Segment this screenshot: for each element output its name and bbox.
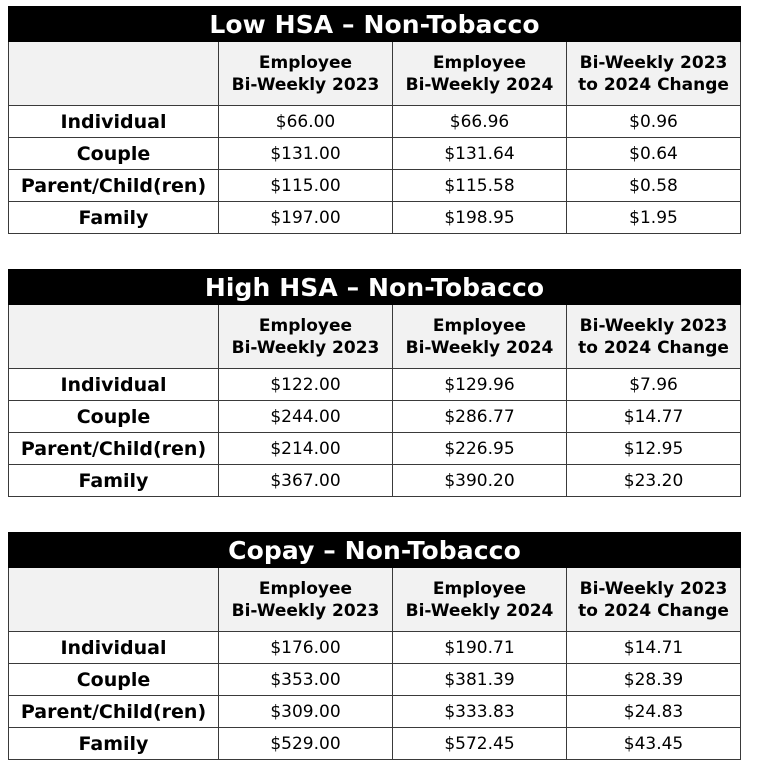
row-label: Individual [9,369,219,401]
value-2024: $226.95 [393,433,567,465]
value-2024: $190.71 [393,632,567,664]
table-row [9,433,741,465]
blank-header-cell [9,305,219,369]
value-2024: $198.95 [393,202,567,234]
value-change: $12.95 [567,433,741,465]
value-change: $43.45 [567,728,741,760]
value-2024: $129.96 [393,369,567,401]
table-title: High HSA – Non-Tobacco [9,270,741,305]
value-change: $24.83 [567,696,741,728]
row-label: Family [9,728,219,760]
value-2024: $381.39 [393,664,567,696]
value-2023: $214.00 [219,433,393,465]
value-2023: $115.00 [219,170,393,202]
value-2023: $309.00 [219,696,393,728]
row-label: Parent/Child(ren) [9,170,219,202]
header-line: to 2024 Change [578,600,729,621]
value-2023: $197.00 [219,202,393,234]
value-change: $7.96 [567,369,741,401]
value-2023: $353.00 [219,664,393,696]
value-change: $0.58 [567,170,741,202]
header-change [567,568,741,632]
blank-header-cell [9,42,219,106]
table-row [9,369,741,401]
value-2023: $176.00 [219,632,393,664]
header-2024 [393,42,567,106]
table-title: Low HSA – Non-Tobacco [9,7,741,42]
value-change: $1.95 [567,202,741,234]
value-2024: $286.77 [393,401,567,433]
header-line: Employee [258,578,353,599]
header-2024 [393,305,567,369]
value-change: $0.96 [567,106,741,138]
header-change [567,42,741,106]
value-2023: $244.00 [219,401,393,433]
header-2023 [219,568,393,632]
row-label: Parent/Child(ren) [9,433,219,465]
header-line: Bi-Weekly 2023 [231,337,380,358]
value-2023: $367.00 [219,465,393,497]
header-line: to 2024 Change [578,337,729,358]
value-2024: $115.58 [393,170,567,202]
header-line: Bi-Weekly 2023 [231,600,380,621]
value-change: $14.77 [567,401,741,433]
table-row [9,138,741,170]
value-2024: $131.64 [393,138,567,170]
header-line: Employee [432,52,527,73]
high-hsa-table [8,269,741,497]
header-2023 [219,305,393,369]
table-row [9,632,741,664]
header-change [567,305,741,369]
table-row [9,696,741,728]
row-label: Parent/Child(ren) [9,696,219,728]
header-line: Bi-Weekly 2023 [579,315,728,336]
header-line: Employee [432,578,527,599]
value-2024: $333.83 [393,696,567,728]
row-label: Individual [9,106,219,138]
header-line: Employee [432,315,527,336]
blank-header-cell [9,568,219,632]
value-change: $14.71 [567,632,741,664]
header-line: Bi-Weekly 2023 [231,74,380,95]
table-row [9,170,741,202]
row-label: Couple [9,401,219,433]
table-title: Copay – Non-Tobacco [9,533,741,568]
row-label: Couple [9,664,219,696]
row-label: Family [9,465,219,497]
table-row [9,728,741,760]
value-2024: $66.96 [393,106,567,138]
header-line: Employee [258,52,353,73]
value-change: $28.39 [567,664,741,696]
copay-table [8,532,741,760]
header-line: Bi-Weekly 2024 [405,337,554,358]
header-line: to 2024 Change [578,74,729,95]
header-2024 [393,568,567,632]
value-change: $23.20 [567,465,741,497]
value-2024: $390.20 [393,465,567,497]
header-line: Bi-Weekly 2023 [579,52,728,73]
row-label: Couple [9,138,219,170]
value-change: $0.64 [567,138,741,170]
value-2023: $66.00 [219,106,393,138]
table-row [9,664,741,696]
low-hsa-table [8,6,741,234]
row-label: Family [9,202,219,234]
header-line: Bi-Weekly 2024 [405,74,554,95]
header-line: Employee [258,315,353,336]
table-row [9,106,741,138]
header-line: Bi-Weekly 2023 [579,578,728,599]
table-row [9,465,741,497]
header-line: Bi-Weekly 2024 [405,600,554,621]
row-label: Individual [9,632,219,664]
value-2024: $572.45 [393,728,567,760]
value-2023: $131.00 [219,138,393,170]
header-2023 [219,42,393,106]
table-row [9,401,741,433]
value-2023: $529.00 [219,728,393,760]
table-row [9,202,741,234]
value-2023: $122.00 [219,369,393,401]
